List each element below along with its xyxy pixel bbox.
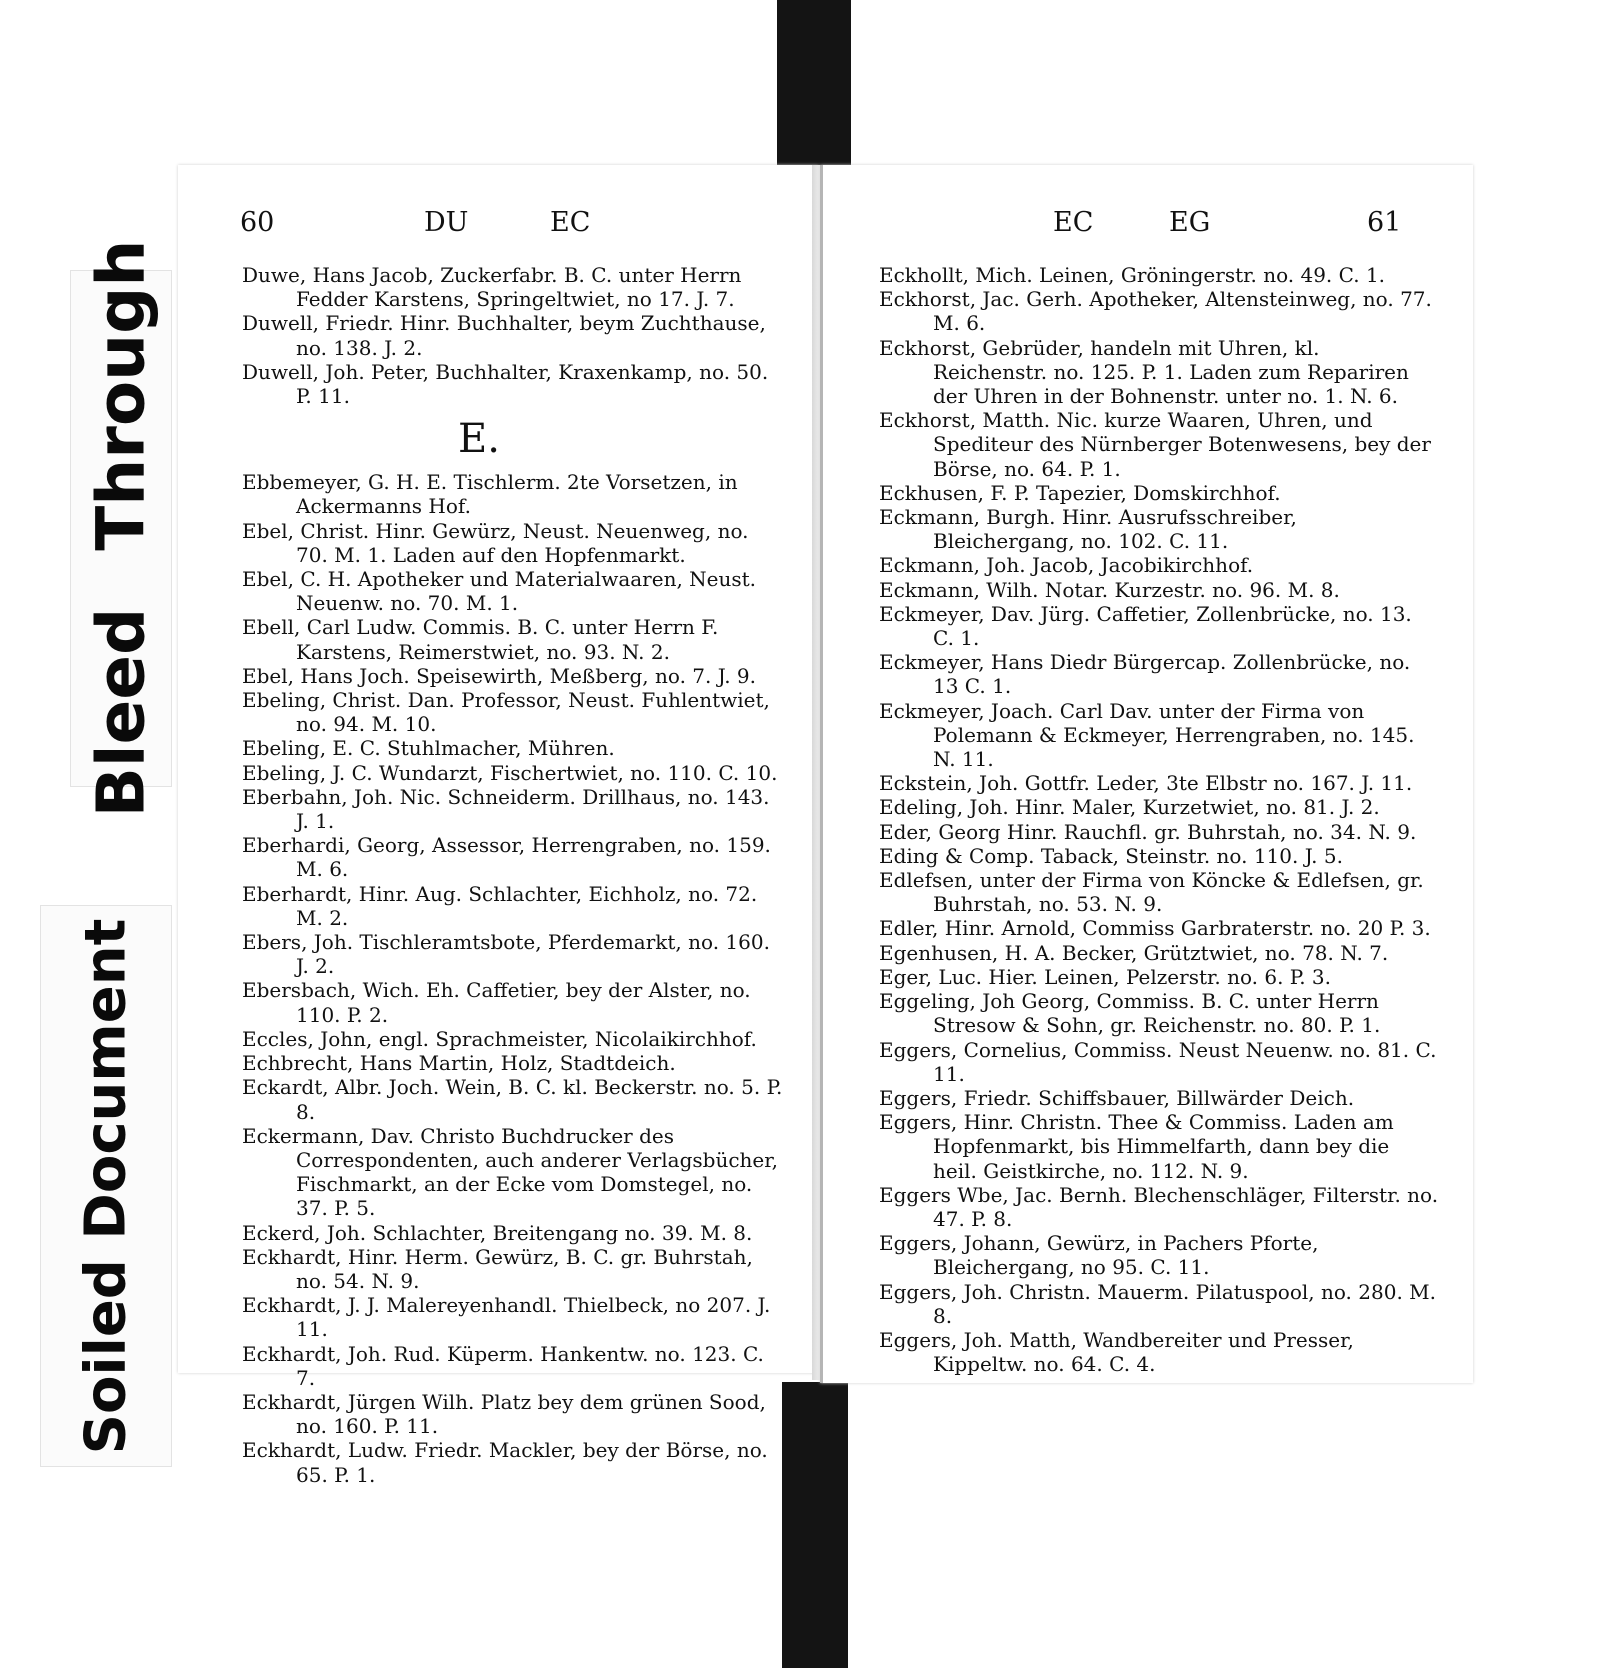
directory-entry: Eckerd, Joh. Schlachter, Breitengang no. 39. M. 8. [242,1220,753,1245]
directory-entry: Ebers, Joh. Tischleramtsbote, Pferdemarkt, no. 160. J. 2. [242,930,770,979]
directory-entry: Ebeling, E. C. Stuhlmacher, Mühren. [242,736,615,761]
directory-entry: Eckhorst, Gebrüder, handeln mit Uhren, kl. Reichenstr. no. 125. P. 1. Laden zum Repariren der Uhren in der Bohnenstr. unter no. 1. N. 6. [879,335,1409,409]
directory-entry: Eckermann, Dav. Christo Buchdrucker des Correspondenten, auch anderer Verlagsbücher, Fischmarkt, an der Ecke vom Domstegel, no. 37. P. 5. [242,1123,778,1221]
directory-entry: Eggers, Johann, Gewürz, in Pachers Pforte, Bleichergang, no 95. C. 11. [879,1231,1319,1280]
directory-entry: Ebeling, J. C. Wundarzt, Fischertwiet, no. 110. C. 10. [242,760,778,785]
directory-entry: Eckhardt, Joh. Rud. Küperm. Hankentw. no. 123. C. 7. [242,1341,764,1390]
right-page-number: 61 [1367,207,1402,238]
directory-entry: Edlefsen, unter der Firma von Köncke & Edlefsen, gr. Buhrstah, no. 53. N. 9. [879,868,1424,917]
book-binding-top [777,0,851,168]
directory-entry: Echbrecht, Hans Martin, Holz, Stadtdeich. [242,1051,676,1076]
soiled-document-text: Soiled Document [73,918,139,1454]
directory-entry: Eggers, Joh. Matth, Wandbereiter und Presser, Kippeltw. no. 64. C. 4. [879,1327,1354,1377]
left-page [178,165,819,1487]
directory-entry: Eckhardt, Hinr. Herm. Gewürz, B. C. gr. Buhrstah, no. 54. N. 9. [242,1244,753,1293]
directory-entry: Ebel, Hans Joch. Speisewirth, Meßberg, no. 7. J. 9. [242,663,756,688]
directory-entry: Egenhusen, H. A. Becker, Grütztwiet, no. 78. N. 7. [879,940,1389,965]
bleed-through-label [70,239,172,818]
directory-entry: Ebel, Christ. Hinr. Gewürz, Neust. Neuenweg, no. 70. M. 1. Laden auf den Hopfenmarkt. [242,518,749,567]
directory-entry: Eckardt, Albr. Joch. Wein, B. C. kl. Beckerstr. no. 5. P. 8. [242,1075,783,1124]
left-entries [242,263,786,1487]
directory-entry: Eckhardt, Ludw. Friedr. Mackler, bey der Börse, no. 65. P. 1. [242,1438,768,1487]
left-header-right: EC [550,207,591,238]
directory-entry: Eckmann, Wilh. Notar. Kurzestr. no. 96. M. 8. [879,577,1340,602]
directory-entry: Eccles, John, engl. Sprachmeister, Nicolaikirchhof. [242,1026,757,1051]
bleed-through-text: Bleed Through [82,239,160,818]
directory-entry: Eckhorst, Matth. Nic. kurze Waaren, Uhren, und Spediteur des Nürnberger Botenwesens, bey der Börse, no. 64. P. 1. [879,408,1431,481]
directory-entry: Eger, Luc. Hier. Leinen, Pelzerstr. no. 6. P. 3. [879,964,1332,989]
directory-entry: Edler, Hinr. Arnold, Commiss Garbraterstr. no. 20 P. 3. [879,916,1431,941]
right-page [820,165,1473,1383]
directory-entry: Eckhusen, F. P. Tapezier, Domskirchhof. [879,480,1281,505]
directory-entry: Ebbemeyer, G. H. E. Tischlerm. 2te Vorsetzen, in Ackermanns Hof. [242,470,738,519]
left-page-number: 60 [240,207,275,238]
directory-entry: Duwell, Joh. Peter, Buchhalter, Kraxenkamp, no. 50. P. 11. [242,359,769,409]
directory-entry: Ebel, C. H. Apotheker und Materialwaaren, Neust. Neuenw. no. 70. M. 1. [242,567,757,616]
directory-entry: Eggers, Hinr. Christn. Thee & Commiss. Laden am Hopfenmarkt, bis Himmelfarth, dann bey die heil. Geistkirche, no. 112. N. 9. [879,1110,1394,1183]
directory-entry: Edeling, Joh. Hinr. Maler, Kurzetwiet, no. 81. J. 2. [879,795,1380,820]
directory-entry: Ebersbach, Wich. Eh. Caffetier, bey der Alster, no. 110. P. 2. [242,978,751,1027]
directory-entry: Eckhollt, Mich. Leinen, Gröningerstr. no. 49. C. 1. [879,263,1386,287]
right-page-header [823,207,1473,251]
directory-entry: Eberhardt, Hinr. Aug. Schlachter, Eichholz, no. 72. M. 2. [242,881,758,930]
directory-entry: Eberbahn, Joh. Nic. Schneiderm. Drillhaus, no. 143. J. 1. [242,784,770,834]
left-page-header [178,207,816,251]
directory-entry: Ebell, Carl Ludw. Commis. B. C. unter Herrn F. Karstens, Reimerstwiet, no. 93. N. 2. [242,615,719,664]
directory-entry: Ebeling, Christ. Dan. Professor, Neust. Fuhlentwiet, no. 94. M. 10. [242,688,770,737]
soiled-document-label [40,905,172,1467]
right-entries [879,263,1439,1376]
directory-entry: Duwell, Friedr. Hinr. Buchhalter, beym Zuchthause, no. 138. J. 2. [242,311,766,360]
book-binding-bottom [782,1382,848,1668]
directory-entry: Eckmann, Burgh. Hinr. Ausrufsschreiber, Bleichergang, no. 102. C. 11. [879,505,1297,554]
directory-entry: Eckmeyer, Hans Diedr Bürgercap. Zollenbrücke, no. 13 C. 1. [879,650,1411,699]
directory-entry: Eggeling, Joh Georg, Commiss. B. C. unter Herrn Stresow & Sohn, gr. Reichenstr. no. 80. P. 1. [879,989,1381,1038]
directory-entry: Eckhorst, Jac. Gerh. Apotheker, Altensteinweg, no. 77. M. 6. [879,287,1432,336]
directory-entry: Eggers Wbe, Jac. Bernh. Blechenschläger, Filterstr. no. 47. P. 8. [879,1182,1439,1231]
directory-entry: Eggers, Cornelius, Commiss. Neust Neuenw. no. 81. C. 11. [879,1037,1437,1086]
directory-entry: Eckmeyer, Dav. Jürg. Caffetier, Zollenbrücke, no. 13. C. 1. [879,601,1412,651]
section-letter: E. [458,416,500,463]
directory-entry: Eding & Comp. Taback, Steinstr. no. 110. J. 5. [879,843,1343,868]
directory-entry: Duwe, Hans Jacob, Zuckerfabr. B. C. unter Herrn Fedder Karstens, Springeltwiet, no 17. J. 7. [242,263,742,312]
directory-entry: Eckmeyer, Joach. Carl Dav. unter der Firma von Polemann & Eckmeyer, Herrengraben, no. 145. N. 11. [879,698,1415,772]
directory-entry: Eberhardi, Georg, Assessor, Herrengraben, no. 159. M. 6. [242,833,771,882]
directory-entry: Eckstein, Joh. Gottfr. Leder, 3te Elbstr no. 167. J. 11. [879,771,1413,796]
left-header-left: DU [424,207,469,238]
directory-entry: Eckhardt, Jürgen Wilh. Platz bey dem grünen Sood, no. 160. P. 11. [242,1389,766,1439]
directory-entry: Eder, Georg Hinr. Rauchfl. gr. Buhrstah, no. 34. N. 9. [879,819,1417,844]
right-header-left: EC [1053,207,1094,238]
directory-entry: Eckhardt, J. J. Malereyenhandl. Thielbeck, no 207. J. 11. [242,1293,771,1342]
right-header-right: EG [1169,207,1211,238]
directory-entry: Eggers, Joh. Christn. Mauerm. Pilatuspool, no. 280. M. 8. [879,1279,1436,1328]
directory-entry: Eggers, Friedr. Schiffsbauer, Billwärder Deich. [879,1085,1355,1110]
directory-entry: Eckmann, Joh. Jacob, Jacobikirchhof. [879,553,1254,578]
